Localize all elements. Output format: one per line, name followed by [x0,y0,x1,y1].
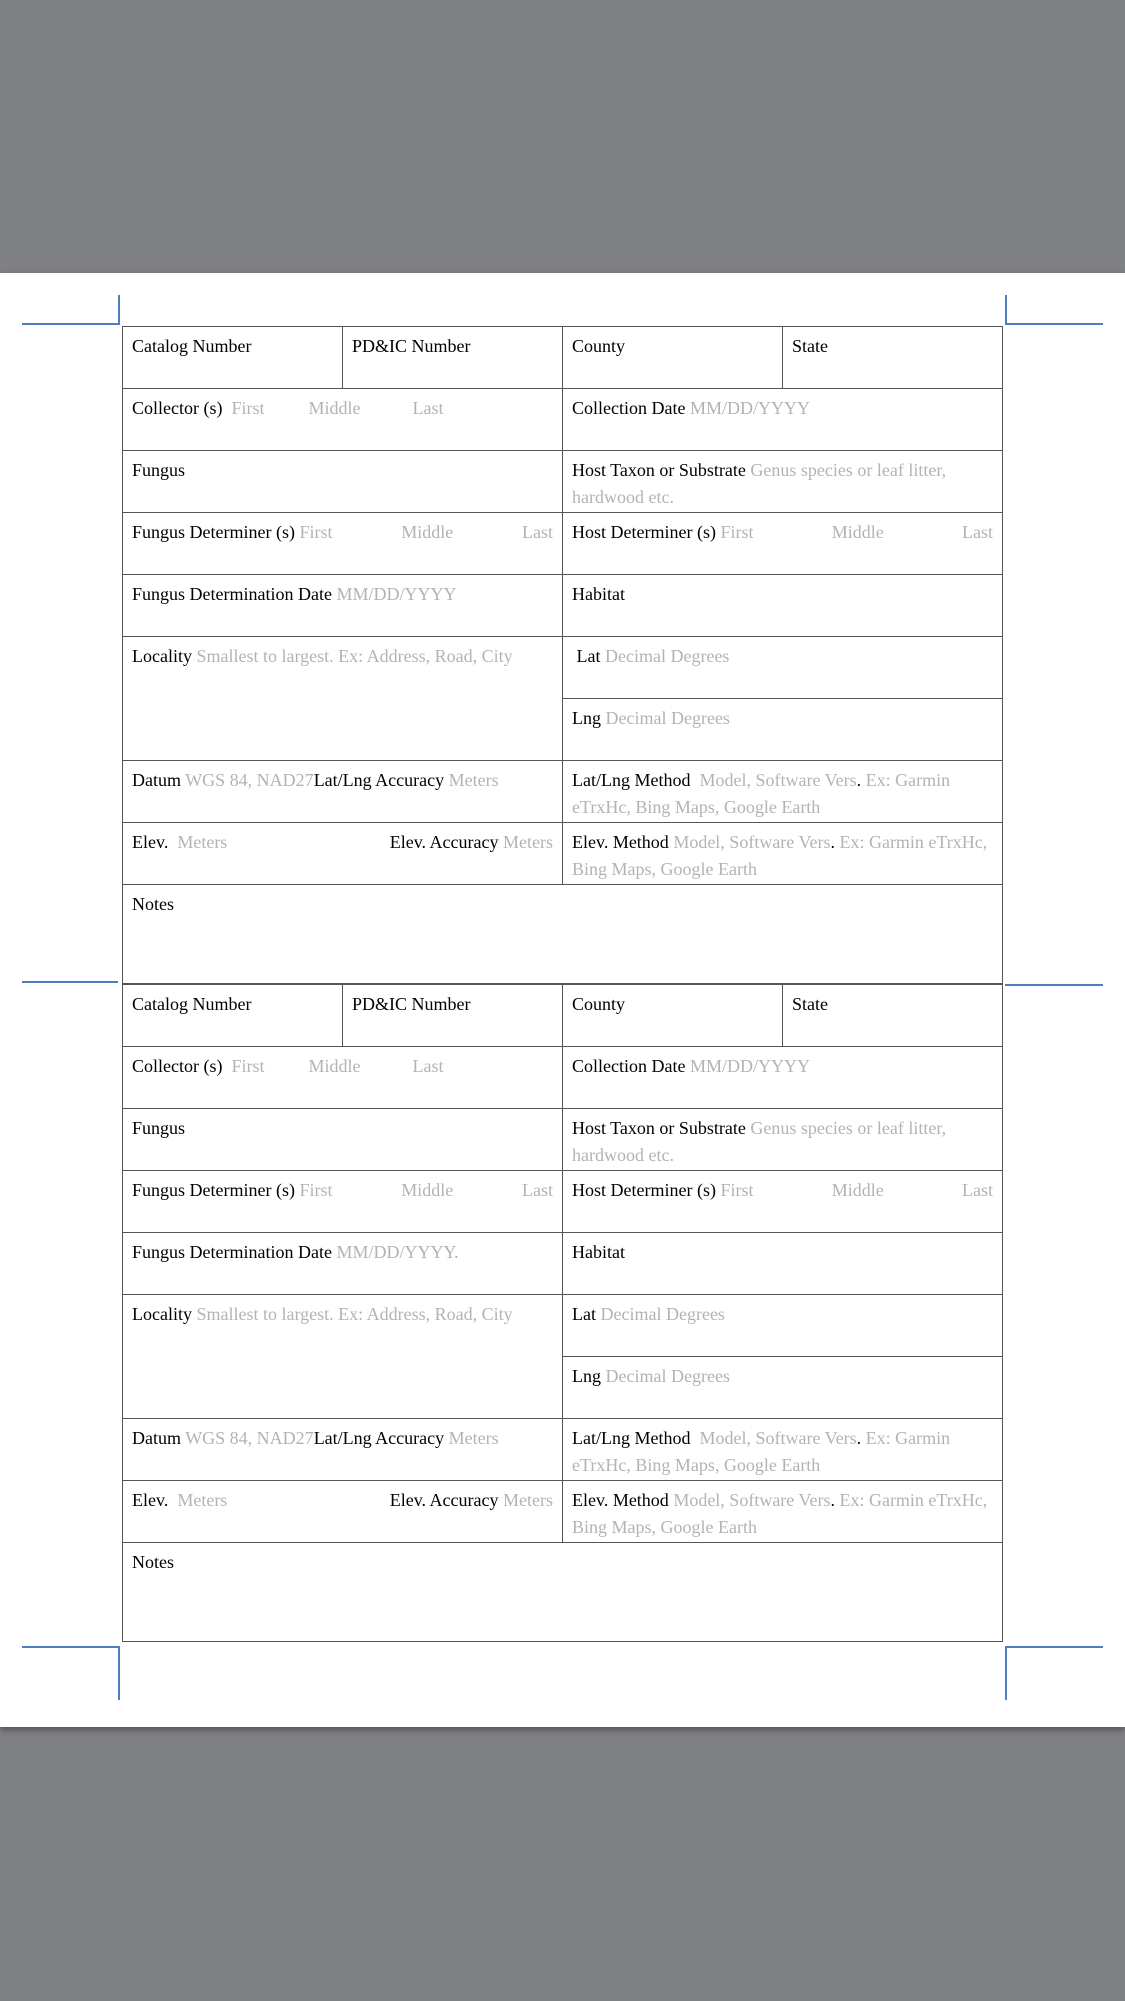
collection-date-field[interactable] [563,1047,1002,1108]
lat-field[interactable] [563,1295,1002,1357]
fungus-determiner-label: Fungus Determiner (s) [132,522,295,542]
lat-label: Lat [576,646,601,666]
elev-method-label: Elev. Method [572,1490,669,1510]
datum-hint: WGS 84, NAD27 [185,1428,314,1448]
method-example-hint: Ex: Garmin eTrxHc, Bing Maps, Google Earth [572,832,988,879]
meters-hint: Meters [503,832,553,852]
method-example-hint: Ex: Garmin eTrxHc, Bing Maps, Google Earth [572,1428,951,1475]
habitat-field[interactable] [563,1233,1002,1294]
fungus-determination-date-label: Fungus Determination Date [132,1242,332,1262]
meters-hint: Meters [448,770,499,790]
date-hint: MM/DD/YYYY [336,584,457,604]
latlng-method-field[interactable] [563,1419,1002,1480]
method-dot: . [830,1490,835,1510]
host-determiner-label: Host Determiner (s) [572,1180,716,1200]
method-dot: . [856,770,862,790]
datum-label: Datum [132,1428,181,1448]
crop-mark [22,323,118,325]
method-hint: Model, Software Vers [699,770,857,790]
notes-label: Notes [132,1552,174,1572]
crop-mark [1005,1646,1103,1648]
host-taxon-field[interactable] [563,1109,1002,1170]
fungus-field[interactable] [123,1109,563,1170]
meters-hint: Meters [448,1428,499,1448]
host-determiner-field[interactable] [563,513,1002,574]
method-hint: Model, Software Vers [673,1490,831,1510]
fungus-determination-date-field[interactable] [123,575,563,636]
method-hint: Model, Software Vers [699,1428,857,1448]
first-name-hint: First [231,1056,265,1076]
elev-method-field[interactable] [563,823,1002,884]
lng-field[interactable] [563,1357,1002,1419]
collection-date-label: Collection Date [572,1056,686,1076]
latlng-accuracy-label: Lat/Lng Accuracy [313,1428,445,1448]
decimal-degrees-hint: Decimal Degrees [605,707,730,728]
crop-mark [22,981,118,983]
decimal-degrees-hint: Decimal Degrees [605,646,730,666]
fungus-determiner-label: Fungus Determiner (s) [132,1180,295,1200]
fungus-label: Fungus [132,1118,186,1138]
fungus-determination-date-field[interactable] [123,1233,563,1294]
host-taxon-label: Host Taxon or Substrate [572,460,746,480]
datum-label: Datum [132,770,181,790]
lng-label: Lng [572,1365,601,1386]
pdic-number-label: PD&IC Number [352,994,471,1014]
latlng-method-field[interactable] [563,761,1002,822]
last-name-hint: Last [961,1180,993,1200]
habitat-label: Habitat [572,1242,625,1262]
datum-accuracy-field[interactable] [123,761,563,822]
habitat-label: Habitat [572,584,625,604]
datum-accuracy-field[interactable] [123,1419,563,1480]
pdic-number-field[interactable] [343,985,563,1046]
method-example-hint: Ex: Garmin eTrxHc, Bing Maps, Google Earth [572,1490,988,1537]
notes-label: Notes [132,894,174,914]
state-field[interactable] [783,327,1002,388]
notes-field[interactable] [123,1543,1002,1641]
host-taxon-hint: Genus species or leaf litter, hardwood etc. [572,460,947,507]
last-name-hint: Last [412,1056,444,1076]
host-determiner-field[interactable] [563,1171,1002,1232]
latlng-method-label: Lat/Lng Method [572,770,691,790]
locality-hint: Smallest to largest. Ex: Address, Road, City [196,1304,513,1324]
first-name-hint: First [231,398,265,418]
locality-field[interactable] [123,1295,563,1418]
elev-accuracy-label: Elev. Accuracy [389,832,499,852]
datum-hint: WGS 84, NAD27 [185,770,314,790]
catalog-number-label: Catalog Number [132,336,252,356]
latlng-accuracy-label: Lat/Lng Accuracy [313,770,445,790]
last-name-hint: Last [961,522,993,542]
lng-label: Lng [572,707,601,728]
locality-label: Locality [132,646,192,666]
first-name-hint: First [720,522,754,542]
pdic-number-label: PD&IC Number [352,336,471,356]
collection-date-field[interactable] [563,389,1002,450]
middle-name-hint: Middle [308,1056,361,1076]
meters-hint: Meters [177,832,228,852]
pdic-number-field[interactable] [343,327,563,388]
elev-method-field[interactable] [563,1481,1002,1542]
county-field[interactable] [563,985,783,1046]
collection-date-label: Collection Date [572,398,686,418]
habitat-field[interactable] [563,575,1002,636]
county-label: County [572,994,626,1014]
crop-mark [1005,295,1007,325]
state-label: State [792,336,828,356]
last-name-hint: Last [412,398,444,418]
catalog-number-field[interactable] [123,985,343,1046]
date-hint: MM/DD/YYYY [689,1056,810,1076]
lat-label: Lat [572,1304,596,1324]
lng-field[interactable] [563,699,1002,761]
host-taxon-label: Host Taxon or Substrate [572,1118,746,1138]
middle-name-hint: Middle [831,522,884,542]
county-label: County [572,336,626,356]
date-hint: MM/DD/YYYY. [336,1242,459,1262]
state-field[interactable] [783,985,1002,1046]
last-name-hint: Last [521,1180,553,1200]
meters-hint: Meters [177,1490,228,1510]
middle-name-hint: Middle [401,522,454,542]
elevation-field[interactable] [123,1481,563,1542]
lat-field[interactable] [563,637,1002,699]
locality-label: Locality [132,1304,192,1324]
fungus-determiner-field[interactable] [123,1171,563,1232]
elev-label: Elev. [132,1490,169,1510]
latlng-method-label: Lat/Lng Method [572,1428,691,1448]
state-label: State [792,994,828,1014]
collector-label: Collector (s) [132,398,223,418]
crop-mark [1005,1646,1007,1700]
collector-field[interactable] [123,389,563,450]
catalog-number-label: Catalog Number [132,994,252,1014]
elevation-field[interactable] [123,823,563,884]
last-name-hint: Last [521,522,553,542]
locality-field[interactable] [123,637,563,760]
locality-hint: Smallest to largest. Ex: Address, Road, City [196,646,513,666]
first-name-hint: First [299,1180,333,1200]
host-taxon-field[interactable] [563,451,1002,512]
crop-mark [1005,984,1103,986]
fungus-field[interactable] [123,451,563,512]
host-taxon-hint: Genus species or leaf litter, hardwood etc. [572,1118,947,1165]
elev-label: Elev. [132,832,169,852]
crop-mark [1005,323,1103,325]
method-example-hint: Ex: Garmin eTrxHc, Bing Maps, Google Earth [572,770,951,817]
crop-mark [22,1646,118,1648]
elev-accuracy-label: Elev. Accuracy [389,1490,499,1510]
crop-mark [118,1646,120,1700]
first-name-hint: First [299,522,333,542]
fungus-determination-date-label: Fungus Determination Date [132,584,332,604]
middle-name-hint: Middle [308,398,361,418]
first-name-hint: First [720,1180,754,1200]
document-page [0,273,1125,1727]
catalog-number-field[interactable] [123,327,343,388]
county-field[interactable] [563,327,783,388]
fungus-label: Fungus [132,460,186,480]
collector-field[interactable] [123,1047,563,1108]
meters-hint: Meters [503,1490,553,1510]
middle-name-hint: Middle [831,1180,884,1200]
middle-name-hint: Middle [401,1180,454,1200]
host-determiner-label: Host Determiner (s) [572,522,716,542]
date-hint: MM/DD/YYYY [689,398,810,418]
method-dot: . [830,832,835,852]
method-dot: . [856,1428,862,1448]
crop-mark [118,295,120,325]
specimen-form [122,984,1003,1642]
specimen-form [122,326,1003,984]
elev-method-label: Elev. Method [572,832,669,852]
method-hint: Model, Software Vers [673,832,831,852]
notes-field[interactable] [123,885,1002,983]
decimal-degrees-hint: Decimal Degrees [605,1365,730,1386]
fungus-determiner-field[interactable] [123,513,563,574]
collector-label: Collector (s) [132,1056,223,1076]
decimal-degrees-hint: Decimal Degrees [600,1304,725,1324]
